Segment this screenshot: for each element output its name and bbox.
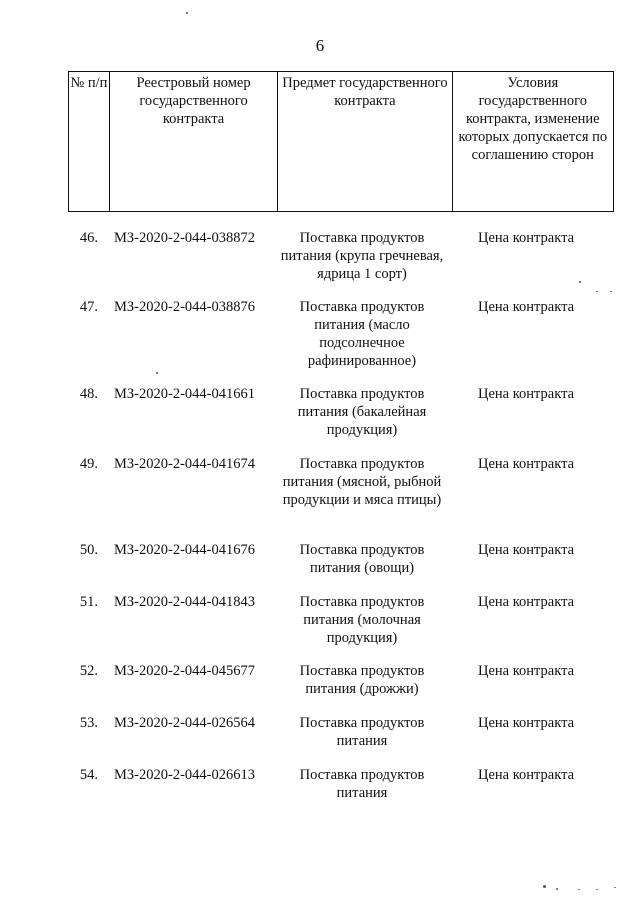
scan-speck: [610, 291, 612, 292]
row-subject: Поставка продуктов питания (масло подсолнечное рафинированное): [299, 299, 425, 369]
scan-speck: [556, 888, 558, 890]
row-condition: Цена контракта: [477, 542, 575, 558]
row-subject: Поставка продуктов питания (бакалейная продукция): [297, 386, 427, 438]
row-registry-number: МЗ-2020-2-044-038876: [114, 299, 255, 315]
row-number: 49.: [79, 456, 98, 472]
scan-speck: [543, 885, 546, 888]
header-contract-subject: Предмет государственного контракта: [278, 72, 452, 211]
header-registry-number: Реестровый номер государственного контракта: [110, 72, 278, 211]
header-contract-conditions: Условия государственного контракта, изменение которых допускается по соглашению сторон: [458, 75, 608, 163]
row-subject: Поставка продуктов питания: [299, 715, 425, 749]
header-number: № п/п: [69, 72, 110, 211]
row-condition: Цена контракта: [477, 663, 575, 679]
scan-speck: [186, 12, 188, 14]
row-condition: Цена контракта: [477, 715, 575, 731]
row-registry-number: МЗ-2020-2-044-038872: [114, 230, 255, 246]
row-condition: Цена контракта: [477, 299, 575, 315]
table-header: [68, 71, 614, 212]
row-registry-number: МЗ-2020-2-044-026564: [114, 715, 255, 731]
scan-speck: [579, 281, 581, 283]
row-condition: Цена контракта: [477, 594, 575, 610]
scan-speck: [596, 291, 598, 292]
row-number: 54.: [79, 767, 98, 783]
row-registry-number: МЗ-2020-2-044-041676: [114, 542, 255, 558]
scan-speck: [156, 372, 158, 374]
row-registry-number: МЗ-2020-2-044-041843: [114, 594, 255, 610]
row-number: 47.: [79, 299, 98, 315]
scan-speck: [614, 887, 616, 888]
row-number: 53.: [79, 715, 98, 731]
row-registry-number: МЗ-2020-2-044-041674: [114, 456, 255, 472]
scan-speck: [596, 889, 598, 890]
row-condition: Цена контракта: [477, 230, 575, 246]
row-registry-number: МЗ-2020-2-044-026613: [114, 767, 255, 783]
row-subject: Поставка продуктов питания (овощи): [299, 542, 425, 576]
row-registry-number: МЗ-2020-2-044-041661: [114, 386, 255, 402]
row-number: 51.: [79, 594, 98, 610]
row-number: 50.: [79, 542, 98, 558]
row-number: 52.: [79, 663, 98, 679]
page-number: 6: [315, 36, 325, 55]
row-condition: Цена контракта: [477, 386, 575, 402]
row-subject: Поставка продуктов питания (дрожжи): [299, 663, 425, 697]
row-condition: Цена контракта: [477, 456, 575, 472]
row-number: 46.: [79, 230, 98, 246]
row-subject: Поставка продуктов питания (молочная продукция): [299, 594, 425, 646]
row-number: 48.: [79, 386, 98, 402]
row-subject: Поставка продуктов питания: [299, 767, 425, 801]
row-condition: Цена контракта: [477, 767, 575, 783]
row-registry-number: МЗ-2020-2-044-045677: [114, 663, 255, 679]
row-subject: Поставка продуктов питания (крупа гречневая, ядрица 1 сорт): [280, 230, 444, 282]
row-subject: Поставка продуктов питания (мясной, рыбной продукции и мяса птицы): [282, 456, 442, 508]
scan-speck: [578, 889, 580, 890]
